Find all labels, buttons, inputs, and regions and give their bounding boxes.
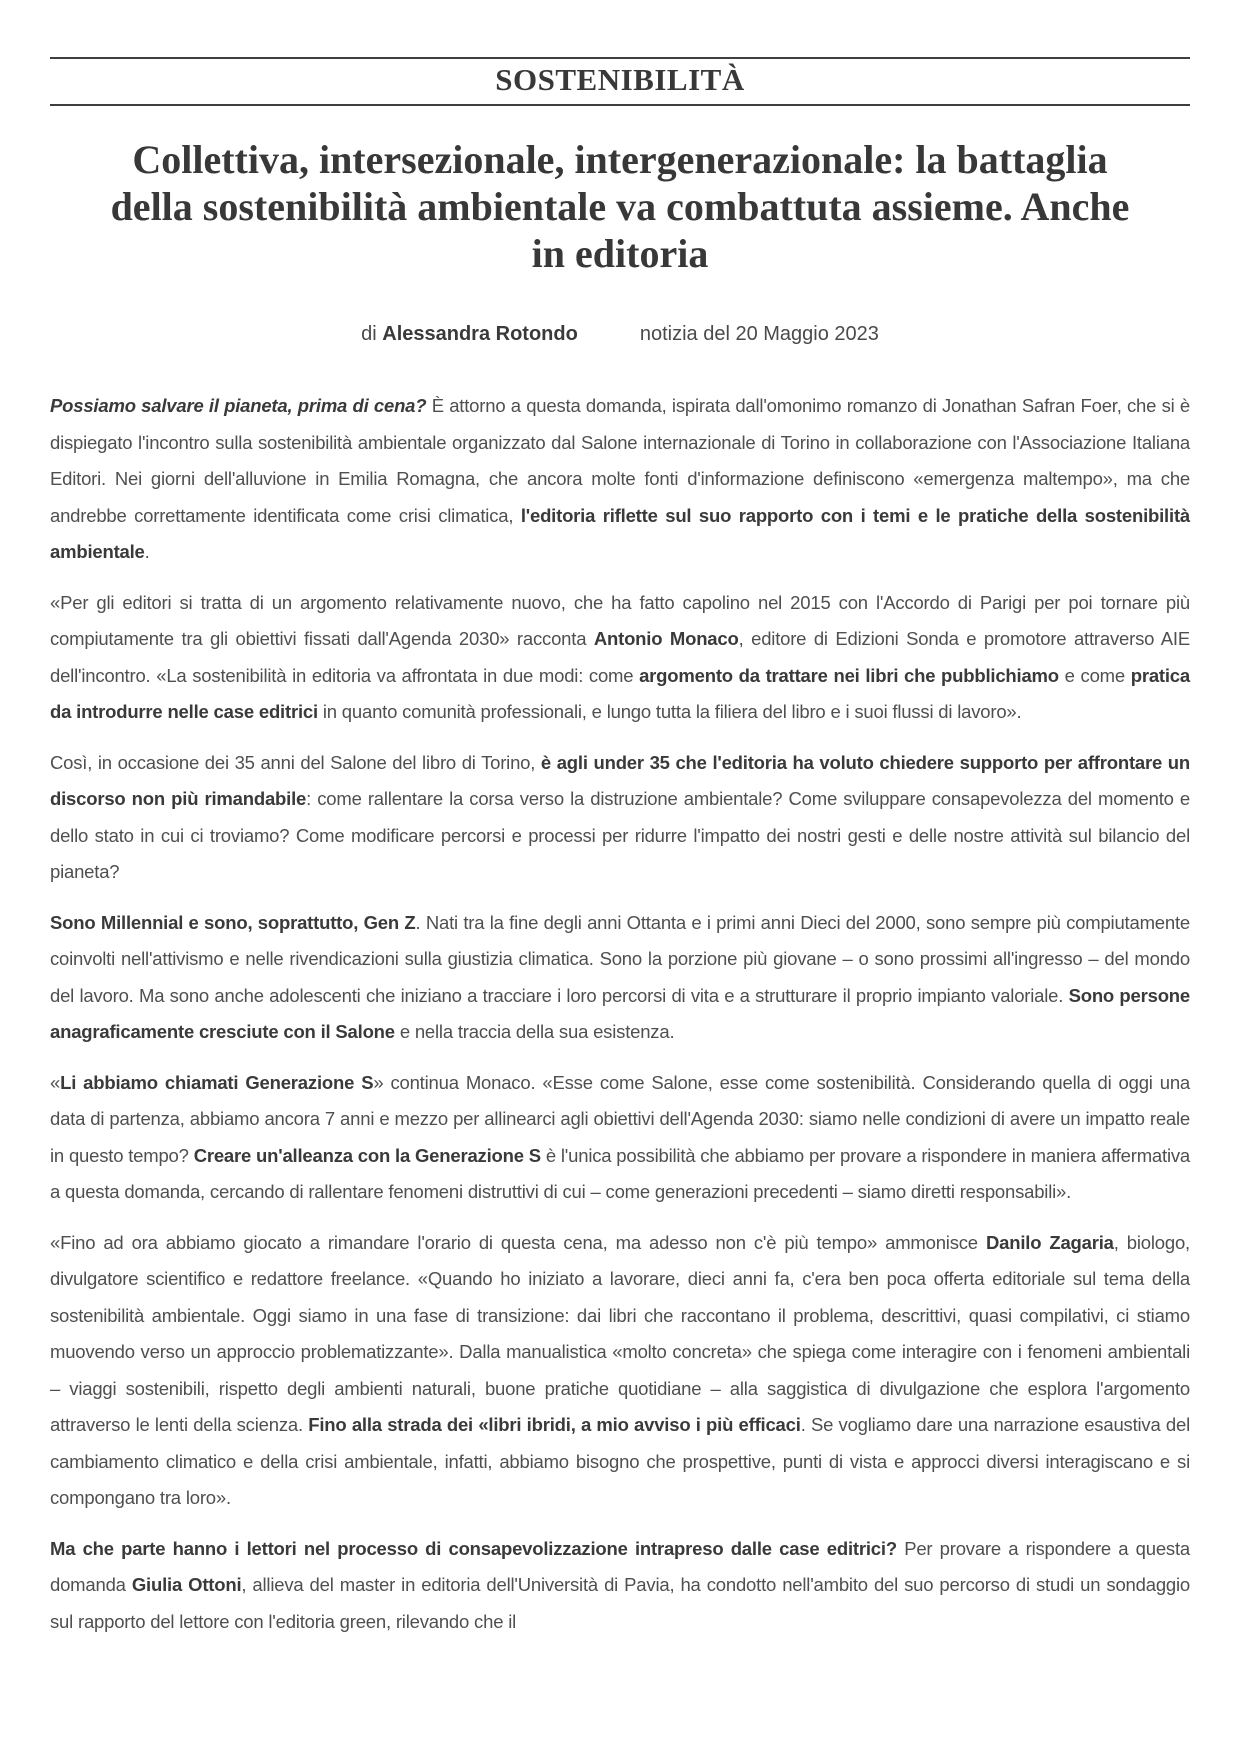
body-text: «Fino ad ora abbiamo giocato a rimandare l'orario di questa cena, ma adesso non c'è più tempo» ammonisce — [50, 1231, 986, 1253]
emphasis-text: Danilo Zagaria — [985, 1231, 1114, 1253]
emphasis-text: Sono Millennial e sono, soprattutto, Gen Z — [50, 911, 416, 933]
body-text: . Se vogliamo dare una narrazione esaustiva del cambiamento climatico e della crisi ambientale, infatti, abbiamo bisogno che prospettive, punti di vista e approcci diversi interagiscano e si compongano tra loro». — [50, 1414, 1190, 1508]
paragraph — [50, 1065, 1190, 1211]
emphasis-text: Fino alla strada dei «libri ibridi, a mio avviso i più efficaci — [308, 1414, 801, 1435]
emphasis-text: Ma che parte hanno i lettori nel processo di consapevolizzazione intrapreso dalle case editrici? — [50, 1537, 897, 1559]
body-text: è l'unica possibilità che abbiamo per provare a rispondere in maniera affermativa a questa domanda, cercando di rallentare fenomeni distruttivi di cui – come generazioni precedenti – siamo diretti responsabili». — [50, 1144, 1190, 1202]
body-text: , editore di Edizioni Sonda e promotore attraverso AIE dell'incontro. «La sostenibilità in editoria va affrontata in due modi: come — [50, 628, 1190, 686]
body-text: «Per gli editori si tratta di un argomento relativamente nuovo, che ha fatto capolino nel 2015 con l'Accordo di Parigi per poi tornare più compiutamente tra gli obiettivi fissati dall'Agenda 2030» racconta — [50, 591, 1190, 649]
article-body — [50, 388, 1190, 1640]
emphasis-text: è agli under 35 che l'editoria ha voluto chiedere supporto per affrontare un discorso non più rimandabile — [50, 751, 1191, 809]
body-text: : come rallentare la corsa verso la distruzione ambientale? Come sviluppare consapevolezza del momento e dello stato in cui ci troviamo? Come modificare percorsi e processi per ridurre l'impatto dei nostri gesti e delle nostre attività sul bilancio del pianeta? — [50, 788, 1190, 882]
author-name: Alessandra Rotondo — [382, 323, 578, 345]
section-header — [50, 57, 1190, 106]
byline-prefix: di — [361, 323, 377, 345]
body-text: , biologo, divulgatore scientifico e redattore freelance. «Quando ho iniziato a lavorare, dieci anni fa, c'era ben poca offerta editoriale sul tema della sostenibilità ambientale. Oggi siamo in una fase di transizione: dai libri che raccontano il problema, descrittivi, quasi compilativi, ci stiamo muovendo verso un approccio problematizzante». Dalla manualistica «molto concreta» che spiega come interagire con i fenomeni ambientali – viaggi sostenibili, rispetto degli ambienti naturali, buone pratiche quotidiane – alla saggistica di divulgazione che esplora l'argomento attraverso le lenti della scienza. — [50, 1231, 1190, 1435]
body-text: e come — [1058, 664, 1131, 686]
emphasis-text: Creare un'alleanza con la Generazione S — [193, 1144, 541, 1166]
body-text: » continua Monaco. «Esse come Salone, esse come sostenibilità. Considerando quella di oggi una data di partenza, abbiamo ancora 7 anni e mezzo per allinearci agli obiettivi dell'Agenda 2030: siamo nelle condizioni di avere un impatto reale in questo tempo? — [50, 1071, 1190, 1166]
body-text: « — [50, 1071, 61, 1093]
paragraph — [50, 388, 1190, 571]
body-text: . — [144, 541, 150, 562]
emphasis-text: pratica da introdurre nelle case editrici — [50, 664, 1190, 722]
body-text: Per provare a rispondere a questa domanda — [50, 1537, 1190, 1595]
emphasis-text: Giulia Ottoni — [131, 1574, 242, 1595]
emphasis-text: Possiamo salvare il pianeta, prima di cena? — [50, 395, 427, 416]
publish-date: notizia del 20 Maggio 2023 — [639, 323, 879, 345]
paragraph — [50, 1225, 1190, 1517]
body-text: Così, in occasione dei 35 anni del Salone del libro di Torino, — [50, 751, 541, 773]
body-text: . Nati tra la fine degli anni Ottanta e i primi anni Dieci del 2000, sono sempre più compiutamente coinvolti nell'attivismo e nelle rivendicazioni sulla giustizia climatica. Sono la porzione più giovane – o sono prossimi all'ingresso – del mondo del lavoro. Ma sono anche adolescenti che iniziano a tracciare i loro percorsi di vita e a strutturare il proprio impianto valoriale. — [50, 911, 1190, 1006]
emphasis-text: argomento da trattare nei libri che pubblichiamo — [639, 664, 1059, 686]
byline-author-group — [361, 323, 578, 346]
paragraph — [50, 905, 1190, 1051]
paragraph — [50, 1531, 1190, 1641]
body-text: in quanto comunità professionali, e lungo tutta la filiera del libro e i suoi flussi di lavoro». — [317, 701, 1022, 722]
section-kicker: SOSTENIBILITÀ — [495, 62, 745, 97]
byline — [50, 323, 1190, 346]
emphasis-text: Li abbiamo chiamati Generazione S — [60, 1071, 374, 1093]
article-title: Collettiva, intersezionale, intergenerazionale: la battaglia della sostenibilità ambientale va combattuta assieme. Anche in editoria — [110, 137, 1130, 276]
body-text: e nella traccia della sua esistenza. — [394, 1021, 675, 1042]
body-text: È attorno a questa domanda, ispirata dall'omonimo romanzo di Jonathan Safran Foer, che si è dispiegato l'incontro sulla sostenibilità ambientale organizzato dal Salone internazionale di Torino in collaborazione con l'Associazione Italiana Editori. Nei giorni dell'alluvione in Emilia Romagna, che ancora molte fonti d'informazione definiscono «emergenza maltempo», ma che andrebbe correttamente identificata come crisi climatica, — [50, 395, 1190, 526]
body-text: , allieva del master in editoria dell'Università di Pavia, ha condotto nell'ambito del suo percorso di studi un sondaggio sul rapporto del lettore con l'editoria green, rilevando che il — [50, 1574, 1190, 1632]
emphasis-text: Sono persone anagraficamente cresciute con il Salone — [50, 984, 1190, 1042]
emphasis-text: l'editoria riflette sul suo rapporto con i temi e le pratiche della sostenibilità ambientale — [50, 504, 1190, 562]
article-page — [0, 57, 1240, 1754]
paragraph — [50, 745, 1190, 891]
paragraph — [50, 585, 1190, 731]
emphasis-text: Antonio Monaco — [593, 628, 739, 649]
